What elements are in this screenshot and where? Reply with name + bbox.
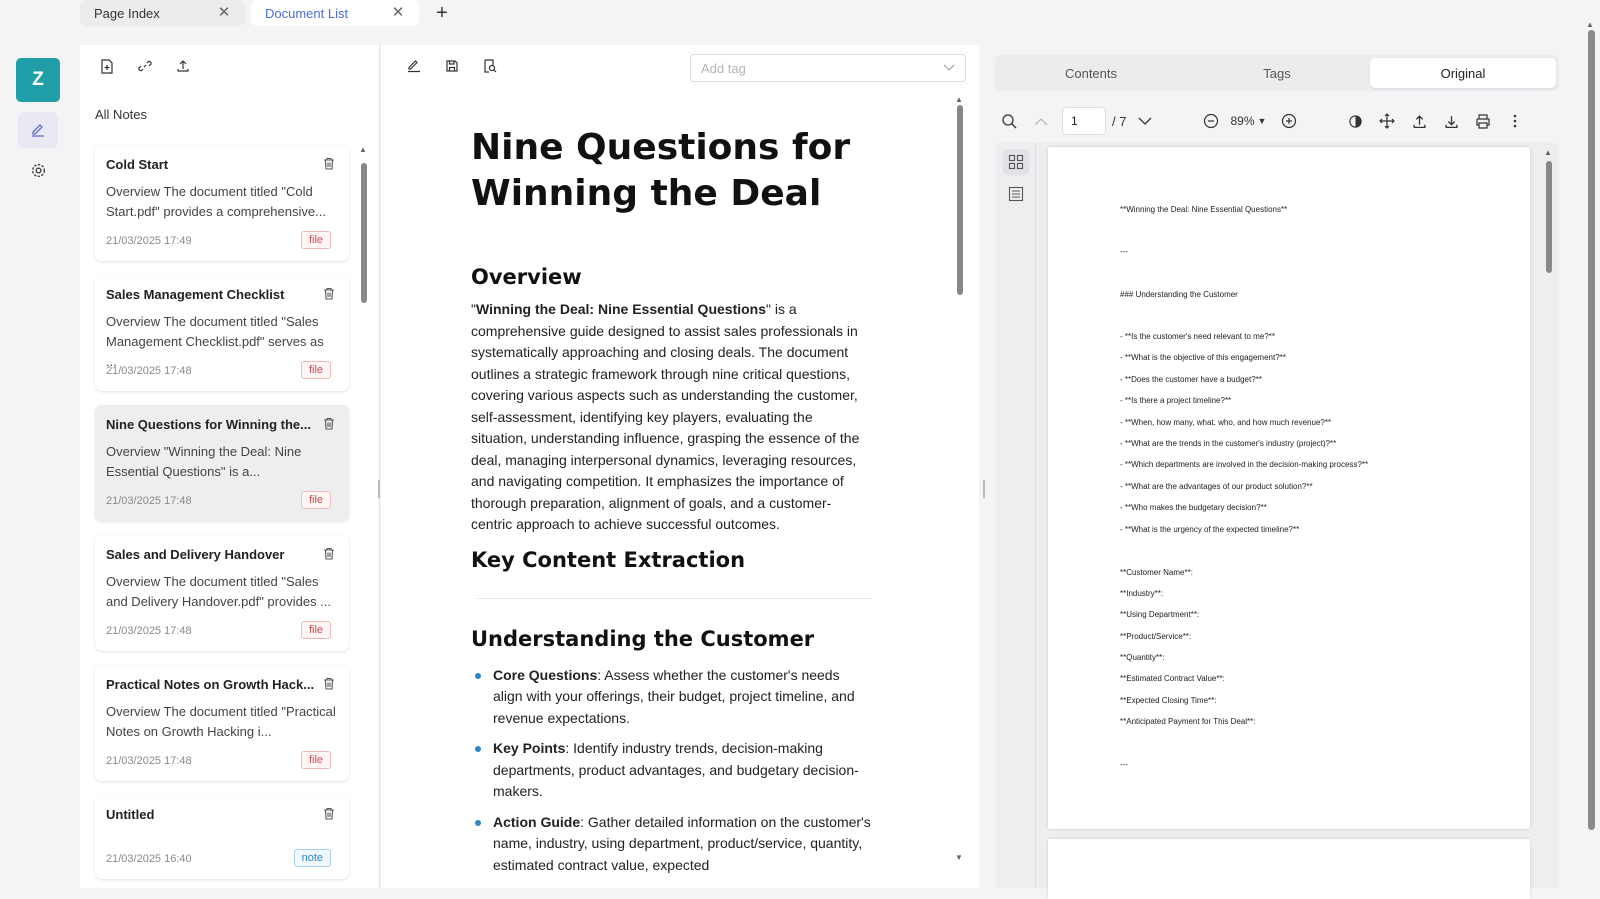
list-item[interactable] xyxy=(95,275,349,391)
pdf-line: **Quantity**: xyxy=(1120,653,1165,662)
close-icon[interactable]: ✕ xyxy=(217,4,231,21)
editor-scrollbar[interactable] xyxy=(957,105,963,295)
divider xyxy=(477,598,871,599)
document-title: Nine Questions for Winning the Deal xyxy=(471,127,851,214)
pdf-line: - **What are the advantages of our product solution?** xyxy=(1120,482,1313,491)
tab-label: Page Index xyxy=(94,5,160,21)
thumbnails-button[interactable] xyxy=(1003,149,1029,175)
pdf-scrollbar[interactable] xyxy=(1546,161,1552,273)
pdf-line: - **What are the trends in the customer's industry (project)?** xyxy=(1120,439,1337,448)
type-badge: file xyxy=(301,751,331,769)
list-item: Key Points: Identify industry trends, decision-making departments, product advantages, and budgetary decision-makers. xyxy=(471,738,871,803)
left-rail xyxy=(0,28,78,888)
scroll-up-arrow-icon[interactable]: ▲ xyxy=(1586,20,1594,29)
pdf-line: - **Is there a project timeline?** xyxy=(1120,396,1232,405)
trash-icon[interactable] xyxy=(323,547,335,560)
trash-icon[interactable] xyxy=(323,807,335,820)
note-description: Overview The document titled "Sales and Delivery Handover.pdf" provides ... xyxy=(106,574,332,609)
note-date: 21/03/2025 17:48 xyxy=(106,365,192,377)
pdf-line: --- xyxy=(1120,247,1128,256)
note-date: 21/03/2025 17:48 xyxy=(106,755,192,767)
pdf-sidebar xyxy=(996,143,1036,888)
pdf-line: **Customer Name**: xyxy=(1120,568,1193,577)
note-list xyxy=(88,145,350,893)
note-description: Overview The document titled "Sales Management Checklist.pdf" serves as ... xyxy=(106,314,324,369)
note-title: Untitled xyxy=(106,807,155,822)
zoom-in-icon[interactable] xyxy=(1278,110,1300,132)
notes-scrollbar[interactable] xyxy=(361,163,367,303)
pdf-line: **Anticipated Payment for This Deal**: xyxy=(1120,717,1256,726)
notes-toolbar xyxy=(98,57,192,75)
pdf-line: - **Does the customer have a budget?** xyxy=(1120,375,1262,384)
chevron-down-icon[interactable] xyxy=(1134,110,1156,132)
find-in-doc-button[interactable] xyxy=(481,57,499,75)
new-file-icon xyxy=(100,59,114,74)
notes-pane xyxy=(80,45,380,888)
scroll-up-arrow-icon[interactable]: ▲ xyxy=(1544,148,1552,157)
tab-bar xyxy=(0,0,1600,28)
scroll-up-arrow-icon[interactable]: ▲ xyxy=(359,145,367,154)
new-note-button[interactable] xyxy=(98,57,116,75)
download-icon[interactable] xyxy=(1440,110,1462,132)
caret-down-icon[interactable]: ▼ xyxy=(1257,116,1267,126)
pdf-page-next xyxy=(1048,839,1530,899)
page-number-input[interactable]: 1 xyxy=(1062,107,1106,135)
pane-splitter[interactable] xyxy=(983,480,985,498)
pen-icon xyxy=(30,122,46,138)
section-heading: Understanding the Customer xyxy=(471,626,815,651)
key-content-heading: Key Content Extraction xyxy=(471,547,746,572)
chevron-up-icon[interactable] xyxy=(1030,110,1052,132)
close-icon[interactable]: ✕ xyxy=(391,4,405,21)
avatar[interactable]: Z xyxy=(16,58,60,102)
pan-icon[interactable] xyxy=(1376,110,1398,132)
share-icon[interactable] xyxy=(1408,110,1430,132)
note-date: 21/03/2025 16:40 xyxy=(106,853,192,865)
pdf-line: - **Who makes the budgetary decision?** xyxy=(1120,503,1267,512)
tag-placeholder: Add tag xyxy=(701,60,746,76)
upload-icon xyxy=(176,59,190,73)
link-button[interactable] xyxy=(136,57,154,75)
pen-icon xyxy=(407,59,421,73)
save-button[interactable] xyxy=(443,57,461,75)
scroll-down-arrow-icon[interactable]: ▼ xyxy=(955,853,963,862)
all-notes-label: All Notes xyxy=(95,107,148,122)
outline-icon xyxy=(1008,186,1024,202)
window-scrollbar[interactable] xyxy=(1588,30,1595,830)
list-item[interactable] xyxy=(95,665,349,781)
trash-icon[interactable] xyxy=(323,287,335,300)
page-total: / 7 xyxy=(1112,113,1127,129)
pdf-line: --- xyxy=(1120,760,1128,769)
type-badge: file xyxy=(301,231,331,249)
upload-button[interactable] xyxy=(174,57,192,75)
note-date: 21/03/2025 17:48 xyxy=(106,625,192,637)
pdf-line: - **Which departments are involved in the decision-making process?** xyxy=(1120,460,1369,469)
list-item[interactable] xyxy=(95,795,349,879)
note-title: Nine Questions for Winning the... xyxy=(106,417,311,432)
settings-nav-button[interactable] xyxy=(18,152,58,188)
pdf-line: - **When, how many, what, who, and how much revenue?** xyxy=(1120,418,1332,427)
note-date: 21/03/2025 17:48 xyxy=(106,495,192,507)
trash-icon[interactable] xyxy=(323,417,335,430)
gear-icon xyxy=(30,162,47,179)
type-badge: file xyxy=(301,491,331,509)
pdf-toolbar xyxy=(996,103,1558,139)
segment-tags[interactable]: Tags xyxy=(1263,65,1291,81)
note-description: Overview "Winning the Deal: Nine Essential Questions" is a... xyxy=(106,444,302,479)
list-item: Action Guide: Gather detailed information on the customer's name, industry, using department, product/service, quantity, estimated contract value, expected xyxy=(471,812,871,877)
editor-toolbar xyxy=(405,57,499,75)
grid-icon xyxy=(1008,154,1024,170)
pdf-line: ### Understanding the Customer xyxy=(1120,290,1238,299)
doc-search-icon xyxy=(483,59,497,73)
pdf-line: **Using Department**: xyxy=(1120,610,1200,619)
pdf-line: - **What is the urgency of the expected timeline?** xyxy=(1120,525,1300,534)
contrast-icon[interactable] xyxy=(1344,110,1366,132)
notes-nav-button[interactable] xyxy=(18,112,58,148)
note-title: Practical Notes on Growth Hack... xyxy=(106,677,315,692)
zoom-out-icon[interactable] xyxy=(1200,110,1222,132)
pdf-line: **Product/Service**: xyxy=(1120,632,1192,641)
add-tag-select[interactable] xyxy=(690,54,966,82)
tab-label: Document List xyxy=(265,5,349,21)
add-tab-button[interactable]: + xyxy=(436,2,448,24)
list-item: Core Questions: Assess whether the customer's needs align with your offerings, their budget, project timeline, and revenue expectations. xyxy=(471,665,871,730)
note-description: Overview The document titled "Practical Notes on Growth Hacking i... xyxy=(106,704,336,739)
note-title: Sales Management Checklist xyxy=(106,287,285,302)
segment-original[interactable]: Original xyxy=(1370,58,1556,88)
pdf-line: **Industry**: xyxy=(1120,589,1164,598)
note-description: Overview The document titled "Cold Start.pdf" provides a comprehensive... xyxy=(106,184,326,219)
viewer-pane xyxy=(986,45,1568,888)
link-icon xyxy=(138,59,152,73)
pdf-page xyxy=(1048,147,1530,829)
pdf-line: **Winning the Deal: Nine Essential Questions** xyxy=(1120,205,1288,214)
tab-document-list[interactable] xyxy=(251,0,419,26)
note-title: Sales and Delivery Handover xyxy=(106,547,285,562)
list-item[interactable] xyxy=(95,535,349,651)
pdf-line: - **What is the objective of this engagement?** xyxy=(1120,353,1286,362)
pdf-line: **Expected Closing Time**: xyxy=(1120,696,1217,705)
pane-splitter[interactable] xyxy=(378,480,380,498)
zoom-level[interactable]: 89% xyxy=(1230,114,1255,128)
outline-button[interactable] xyxy=(1003,181,1029,207)
view-segmented-control xyxy=(995,55,1559,91)
type-badge: note xyxy=(294,849,331,867)
search-icon[interactable] xyxy=(998,110,1020,132)
scroll-up-arrow-icon[interactable]: ▲ xyxy=(955,95,963,104)
tab-page-index[interactable] xyxy=(80,0,245,26)
overview-paragraph: "Winning the Deal: Nine Essential Questions" is a comprehensive guide designed to assist sales professionals in systematically approaching and closing deals. The document outlines a strategic framework through nine critical questions, covering various aspects such as understanding the customer, self-assessment, identifying key players, evaluating the situation, understanding influence, grasping the essence of the deal, managing interpersonal dynamics, leveraging resources, and navigating competition. It emphasizes the importance of thorough preparation, alignment of goals, and a customer-centric approach to achieve successful outcomes. xyxy=(471,301,860,532)
trash-icon[interactable] xyxy=(323,677,335,690)
editor-pane xyxy=(381,45,979,888)
trash-icon[interactable] xyxy=(323,157,335,170)
document-content xyxy=(471,125,871,885)
pdf-line: **Estimated Contract Value**: xyxy=(1120,674,1225,683)
list-item[interactable] xyxy=(95,405,349,521)
list-item[interactable] xyxy=(95,145,349,261)
edit-button[interactable] xyxy=(405,57,423,75)
type-badge: file xyxy=(301,361,331,379)
print-icon[interactable] xyxy=(1472,110,1494,132)
more-vertical-icon[interactable] xyxy=(1504,110,1526,132)
type-badge: file xyxy=(301,621,331,639)
pdf-line: - **Is the customer's need relevant to me?** xyxy=(1120,332,1275,341)
note-date: 21/03/2025 17:49 xyxy=(106,235,192,247)
pdf-viewport xyxy=(996,143,1558,888)
segment-contents[interactable]: Contents xyxy=(1064,65,1118,81)
chevron-down-icon xyxy=(943,64,955,72)
overview-heading: Overview xyxy=(471,265,582,289)
bullet-list xyxy=(471,665,871,877)
note-title: Cold Start xyxy=(106,157,169,172)
save-icon xyxy=(445,59,459,73)
